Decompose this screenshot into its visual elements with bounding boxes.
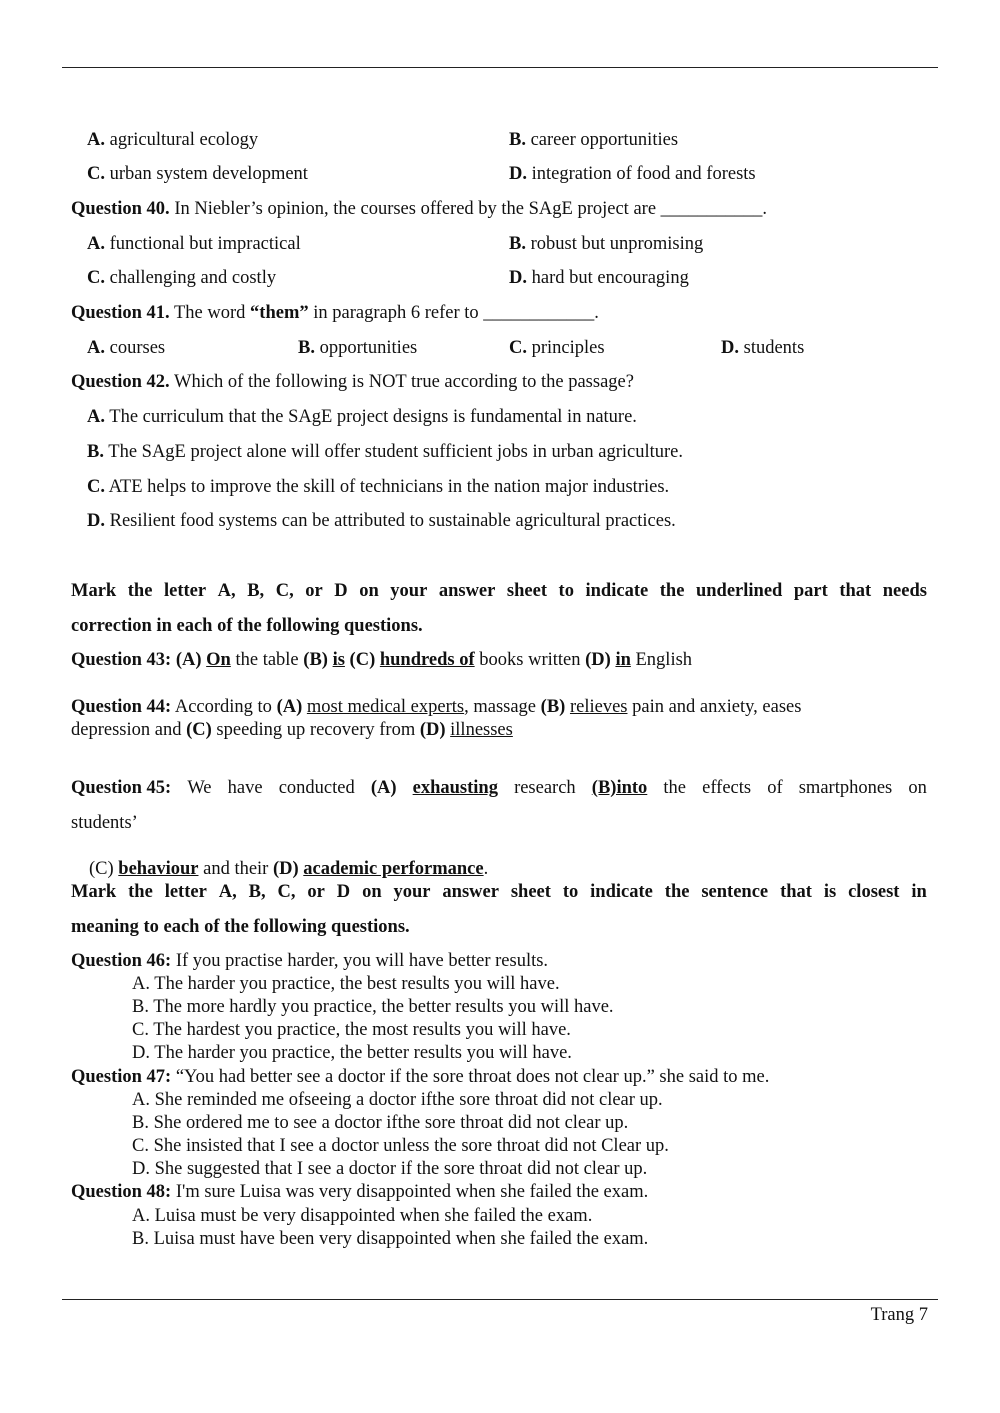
- q42-stem: Question 42. Which of the following is NOT true according to the passage?: [71, 372, 634, 392]
- q41-option-c: C. principles: [509, 338, 605, 358]
- q48-stem: Question 48: I'm sure Luisa was very disappointed when she failed the exam.: [71, 1182, 649, 1202]
- q45-line1: Question 45: We have conducted (A) exhausting research (B)into the effects of smartphones on: [71, 778, 927, 798]
- q40-option-b: B. robust but unpromising: [509, 234, 704, 254]
- q40-option-c: C. challenging and costly: [87, 268, 277, 288]
- q42-option-d: D. Resilient food systems can be attributed to sustainable agricultural practices.: [87, 511, 676, 531]
- q45-line3: (C) behaviour and their (D) academic performance.: [89, 859, 489, 879]
- q43: Question 43: (A) On the table (B) is (C) hundreds of books written (D) in English: [71, 650, 693, 670]
- q46-option-a: A. The harder you practice, the best results you will have.: [132, 974, 560, 994]
- q40-option-a: A. functional but impractical: [87, 234, 301, 254]
- q48-option-a: A. Luisa must be very disappointed when she failed the exam.: [132, 1206, 593, 1226]
- q47-option-d: D. She suggested that I see a doctor if the sore throat did not clear up.: [132, 1159, 648, 1179]
- q39-option-a: A. agricultural ecology: [87, 130, 259, 150]
- q41-option-d: D. students: [721, 338, 805, 358]
- page-number: Trang 7: [870, 1305, 928, 1325]
- q39-option-c: C. urban system development: [87, 164, 308, 184]
- q48-option-b: B. Luisa must have been very disappointed when she failed the exam.: [132, 1229, 649, 1249]
- q39-option-d: D. integration of food and forests: [509, 164, 756, 184]
- q46-option-c: C. The hardest you practice, the most results you will have.: [132, 1020, 571, 1040]
- q44-line2: depression and (C) speeding up recovery from (D) illnesses: [71, 720, 513, 740]
- q42-option-c: C. ATE helps to improve the skill of technicians in the nation major industries.: [87, 477, 670, 497]
- q40-stem: Question 40. In Niebler’s opinion, the courses offered by the SAgE project are ___________.: [71, 199, 768, 219]
- instruction-correction-line2: correction in each of the following questions.: [71, 616, 423, 636]
- q47-option-b: B. She ordered me to see a doctor ifthe sore throat did not clear up.: [132, 1113, 629, 1133]
- q41-stem: Question 41. The word “them” in paragraph 6 refer to ____________.: [71, 303, 599, 323]
- q41-option-b: B. opportunities: [298, 338, 418, 358]
- q42-option-b: B. The SAgE project alone will offer student sufficient jobs in urban agriculture.: [87, 442, 683, 462]
- q47-stem: Question 47: “You had better see a doctor if the sore throat does not clear up.” she said to me.: [71, 1067, 770, 1087]
- bottom-rule: [62, 1299, 938, 1300]
- instruction-correction-line1: Mark the letter A, B, C, or D on your answer sheet to indicate the underlined part that needs: [71, 581, 927, 601]
- q47-option-c: C. She insisted that I see a doctor unless the sore throat did not Clear up.: [132, 1136, 669, 1156]
- q40-option-d: D. hard but encouraging: [509, 268, 689, 288]
- q47-option-a: A. She reminded me ofseeing a doctor ifthe sore throat did not clear up.: [132, 1090, 663, 1110]
- q41-option-a: A. courses: [87, 338, 166, 358]
- instruction-meaning-line2: meaning to each of the following questions.: [71, 917, 410, 937]
- q42-option-a: A. The curriculum that the SAgE project designs is fundamental in nature.: [87, 407, 637, 427]
- q46-option-d: D. The harder you practice, the better results you will have.: [132, 1043, 572, 1063]
- top-rule: [62, 67, 938, 68]
- instruction-meaning-line1: Mark the letter A, B, C, or D on your answer sheet to indicate the sentence that is closest in: [71, 882, 927, 902]
- q46-stem: Question 46: If you practise harder, you will have better results.: [71, 951, 549, 971]
- q44-line1: Question 44: According to (A) most medical experts, massage (B) relieves pain and anxiety, eases: [71, 697, 802, 717]
- q39-option-b: B. career opportunities: [509, 130, 679, 150]
- q46-option-b: B. The more hardly you practice, the better results you will have.: [132, 997, 614, 1017]
- q45-line2: students’: [71, 813, 138, 833]
